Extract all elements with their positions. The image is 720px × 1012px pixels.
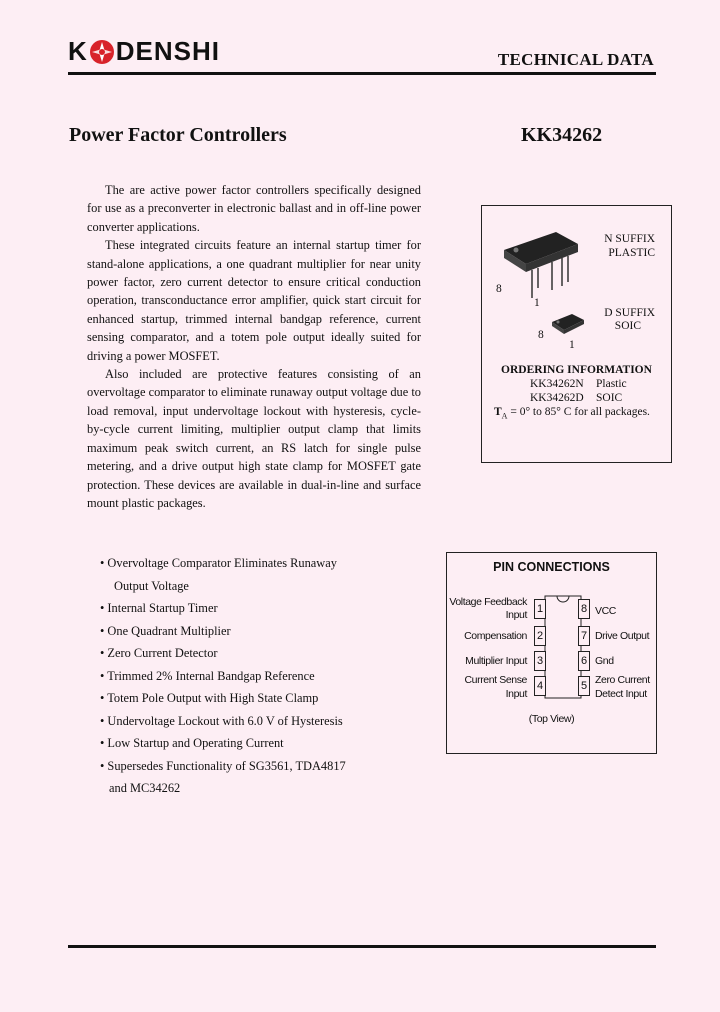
pin-6-label: Gnd — [595, 655, 614, 667]
feature-item: • Trimmed 2% Internal Bandgap Reference — [100, 669, 315, 683]
pin-5-label-line2: Detect Input — [595, 688, 647, 700]
temp-note-text: = 0° to 85° C for all packages. — [507, 406, 650, 418]
order-part-2: KK34262D — [530, 392, 584, 404]
pin-1-label-line2: Input — [505, 609, 527, 621]
n-suffix-label: N SUFFIX — [604, 233, 655, 245]
temp-note — [494, 406, 650, 420]
pin-1-label: Voltage Feedback — [449, 596, 527, 608]
footer-divider — [68, 945, 656, 948]
pin-connections-title: PIN CONNECTIONS — [493, 560, 610, 574]
pin-7-label: Drive Output — [595, 630, 650, 642]
dip-pin1-label: 1 — [534, 297, 540, 309]
feature-item: Output Voltage — [114, 579, 189, 593]
technical-data-label: TECHNICAL DATA — [497, 50, 654, 69]
ordering-title: ORDERING INFORMATION — [501, 364, 652, 376]
pin-4-label: Current Sense — [464, 674, 527, 686]
part-number: KK34262 — [521, 124, 603, 146]
brand-suffix: DENSHI — [115, 36, 221, 66]
feature-item: • Undervoltage Lockout with 6.0 V of Hysteresis — [100, 714, 343, 728]
soic-pin8-label: 8 — [538, 329, 544, 341]
header-divider — [68, 72, 656, 75]
pin-2-number: 2 — [534, 626, 546, 646]
feature-item: • Overvoltage Comparator Eliminates Runaway — [100, 556, 337, 570]
d-type-label: SOIC — [614, 320, 641, 332]
pin-2-label: Compensation — [464, 630, 527, 642]
intro-text — [87, 181, 421, 512]
top-view-label: (Top View) — [528, 713, 575, 725]
pin-3-number: 3 — [534, 651, 546, 671]
feature-item: • Supersedes Functionality of SG3561, TDA4817 — [100, 759, 346, 773]
feature-item: • Internal Startup Timer — [100, 601, 218, 615]
pin-5-number: 5 — [578, 676, 590, 696]
n-type-label: PLASTIC — [608, 247, 655, 259]
pin-5-label: Zero Current — [595, 674, 650, 686]
feature-item: • Low Startup and Operating Current — [100, 736, 284, 750]
feature-item: and MC34262 — [109, 781, 181, 795]
temp-note-t: T — [494, 406, 502, 418]
order-part-1: KK34262N — [530, 378, 584, 390]
intro-paragraph-2: These integrated circuits feature an internal startup timer for stand-alone applications, a one quadrant multiplier for near unity power factor, zero current detector to ensure critical conduction operation, transconductance error amplifier, quick start circuit for enhanced startup, trimmed internal bandgap reference, current sensing comparator, and a totem pole output ideally suited for driving a power MOSFET. — [87, 238, 421, 363]
pin-8-label: VCC — [595, 605, 616, 617]
brand-logo — [68, 36, 220, 67]
order-pkg-2: SOIC — [596, 392, 623, 404]
feature-item: • Zero Current Detector — [100, 646, 218, 660]
pin-4-number: 4 — [534, 676, 546, 696]
brand-prefix: K — [68, 36, 88, 66]
pin-4-label-line2: Input — [505, 688, 527, 700]
feature-item: • One Quadrant Multiplier — [100, 624, 231, 638]
pin-7-number: 7 — [578, 626, 590, 646]
dip-package-icon — [496, 220, 586, 310]
dip-pin8-label: 8 — [496, 283, 502, 295]
d-suffix-label: D SUFFIX — [604, 307, 655, 319]
order-pkg-1: Plastic — [596, 378, 627, 390]
intro-paragraph-3: Also included are protective features consisting of an overvoltage comparator to eliminate runaway output voltage due to load removal, input undervoltage lockout with hysteresis, cycle-by-cycle current limiting, multiplier output clamp that limits maximum peak switch current, an RS latch for single pulse metering, and a drive output high state clamp for MOSFET gate protection. These devices are available in dual-in-line and surface mount plastic packages. — [87, 367, 421, 510]
brand-mark-icon — [89, 39, 115, 65]
temp-note-sub: A — [501, 411, 508, 421]
soic-pin1-label: 1 — [569, 339, 575, 351]
pin-connections-box — [446, 552, 657, 754]
pin-1-number: 1 — [534, 599, 546, 619]
pin-8-number: 8 — [578, 599, 590, 619]
package-info-box — [481, 205, 672, 463]
feature-item: • Totem Pole Output with High State Clamp — [100, 691, 319, 705]
page-title: Power Factor Controllers — [69, 124, 287, 146]
intro-paragraph-1: The are active power factor controllers specifically designed for use as a preconverter in electronic ballast and in off-line power converter applications. — [87, 183, 421, 234]
pin-3-label: Multiplier Input — [465, 655, 527, 667]
soic-package-icon — [548, 310, 588, 340]
pin-6-number: 6 — [578, 651, 590, 671]
